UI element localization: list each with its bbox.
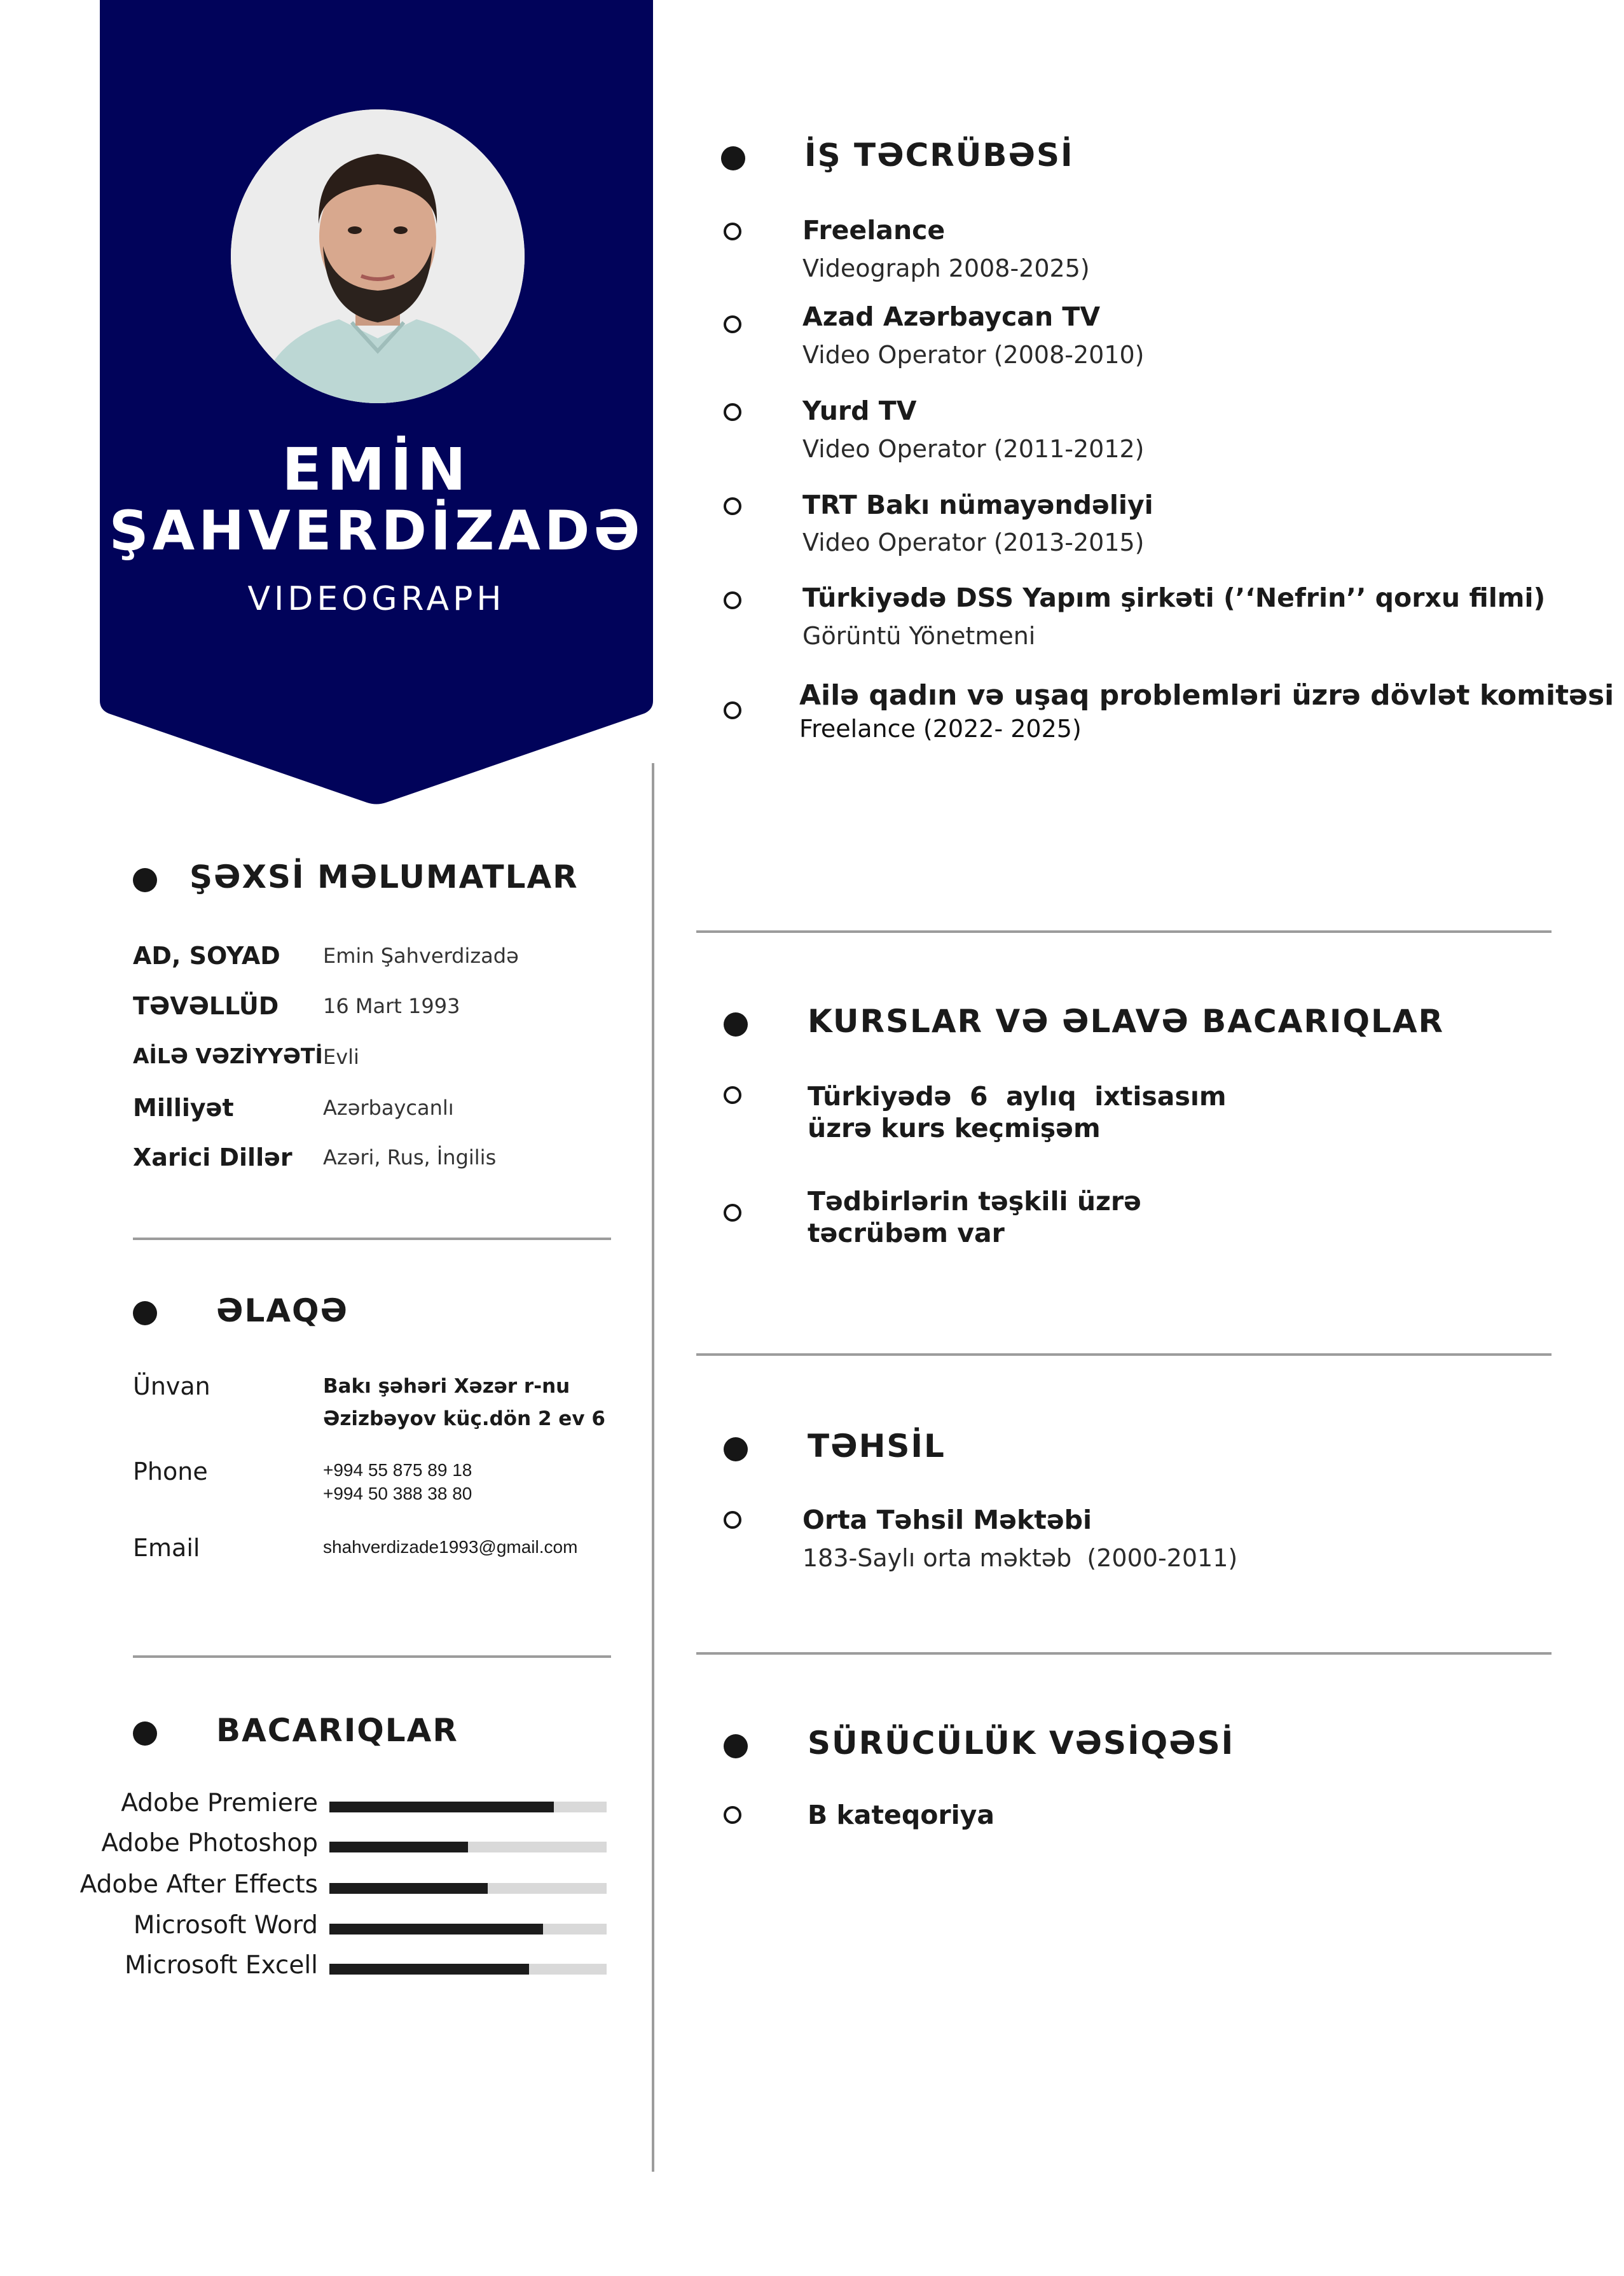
personal-title: ŞƏXSİ MƏLUMATLAR [189, 859, 579, 895]
contact-title: ƏLAQƏ [216, 1292, 348, 1329]
school-name: Orta Təhsil Məktəbi [802, 1505, 1092, 1535]
item-bullet-icon [724, 1806, 741, 1824]
section-divider [696, 1353, 1552, 1356]
item-bullet-icon [724, 315, 741, 333]
item-bullet-icon [724, 1204, 741, 1222]
skill-bar [329, 1842, 607, 1852]
info-value: 16 Mart 1993 [323, 994, 460, 1018]
phone-number: +994 55 875 89 18 [323, 1460, 472, 1480]
experience-title: İŞ TƏCRÜBƏSİ [804, 137, 1074, 174]
skill-bar [329, 1964, 607, 1975]
header-banner [100, 0, 653, 804]
info-label: Xarici Dillər [133, 1143, 292, 1171]
job-title: TRT Bakı nümayəndəliyi [802, 490, 1153, 520]
info-label: AİLƏ VƏZİYYƏTİ [133, 1044, 323, 1068]
last-name: ŞAHVERDİZADƏ [109, 499, 644, 563]
section-bullet-icon [724, 1012, 748, 1037]
section-divider [696, 930, 1552, 933]
skill-name: Microsoft Excell [124, 1951, 318, 1980]
item-bullet-icon [724, 1086, 741, 1104]
skills-title: BACARIQLAR [216, 1712, 458, 1749]
address-label: Ünvan [133, 1372, 210, 1400]
license-category: B kateqoriya [808, 1800, 995, 1830]
skill-bar [329, 1802, 607, 1812]
school-detail: 183-Saylı orta məktəb (2000-2011) [802, 1544, 1238, 1572]
column-divider [652, 763, 654, 2172]
job-title: Azad Azərbaycan TV [802, 301, 1101, 332]
skill-bar [329, 1883, 607, 1894]
skill-name: Adobe Photoshop [101, 1829, 318, 1858]
course-line: Tədbirlərin təşkili üzrə [808, 1186, 1141, 1217]
job-detail: Video Operator (2013-2015) [802, 528, 1145, 556]
item-bullet-icon [724, 403, 741, 421]
job-role: VIDEOGRAPH [247, 580, 506, 618]
info-value: Evli [323, 1045, 359, 1069]
skill-bar-fill [329, 1883, 488, 1894]
person-avatar-icon [231, 109, 525, 403]
skill-name: Microsoft Word [133, 1911, 318, 1940]
item-bullet-icon [724, 1511, 741, 1529]
section-divider [133, 1655, 611, 1658]
section-bullet-icon [721, 146, 745, 170]
section-bullet-icon [724, 1734, 748, 1758]
item-bullet-icon [724, 497, 741, 515]
info-value: Emin Şahverdizadə [323, 944, 519, 968]
skill-bar-fill [329, 1924, 543, 1935]
skill-bar-fill [329, 1842, 468, 1852]
section-bullet-icon [724, 1437, 748, 1461]
job-title: Ailə qadın və uşaq problemləri üzrə dövlət komitəsi [799, 679, 1614, 712]
info-label: TƏVƏLLÜD [133, 992, 279, 1020]
course-line: Türkiyədə 6 aylıq ixtisasım [808, 1081, 1227, 1112]
job-detail: Görüntü Yönetmeni [802, 622, 1036, 650]
job-detail: Videograph 2008-2025) [802, 254, 1090, 282]
job-detail: Video Operator (2008-2010) [802, 341, 1145, 369]
section-bullet-icon [133, 1301, 157, 1325]
section-divider [696, 1652, 1552, 1655]
first-name: EMİN [282, 436, 471, 504]
phone-number: +994 50 388 38 80 [323, 1484, 472, 1503]
skill-bar-fill [329, 1964, 529, 1975]
section-bullet-icon [133, 868, 157, 892]
course-line: üzrə kurs keçmişəm [808, 1113, 1101, 1143]
skill-name: Adobe Premiere [121, 1789, 318, 1817]
profile-photo [231, 109, 525, 403]
info-value: Azərbaycanlı [323, 1096, 454, 1120]
info-label: Milliyət [133, 1094, 234, 1122]
item-bullet-icon [724, 223, 741, 240]
section-divider [133, 1238, 611, 1240]
skill-name: Adobe After Effects [79, 1870, 318, 1899]
info-label: AD, SOYAD [133, 942, 280, 970]
phone-label: Phone [133, 1458, 208, 1486]
info-value: Azəri, Rus, İngilis [323, 1145, 497, 1169]
job-title: Freelance [802, 215, 946, 245]
job-detail: Freelance (2022- 2025) [799, 715, 1082, 743]
address-line: Bakı şəhəri Xəzər r-nu [323, 1375, 570, 1398]
item-bullet-icon [724, 701, 741, 719]
courses-title: KURSLAR VƏ ƏLAVƏ BACARIQLAR [808, 1003, 1445, 1040]
address-line: Əzizbəyov küç.dön 2 ev 6 [323, 1407, 605, 1430]
license-title: SÜRÜCÜLÜK VƏSİQƏSİ [808, 1725, 1235, 1762]
skill-bar [329, 1924, 607, 1935]
skill-bar-fill [329, 1802, 554, 1812]
item-bullet-icon [724, 591, 741, 609]
email-link[interactable]: shahverdizade1993@gmail.com [323, 1537, 578, 1557]
job-title: Türkiyədə DSS Yapım şirkəti (’‘Nefrin’’ qorxu filmi) [802, 583, 1546, 613]
education-title: TƏHSİL [808, 1428, 946, 1465]
email-label: Email [133, 1534, 200, 1562]
job-title: Yurd TV [802, 396, 917, 426]
job-detail: Video Operator (2011-2012) [802, 435, 1145, 463]
section-bullet-icon [133, 1721, 157, 1746]
course-line: təcrübəm var [808, 1218, 1005, 1248]
